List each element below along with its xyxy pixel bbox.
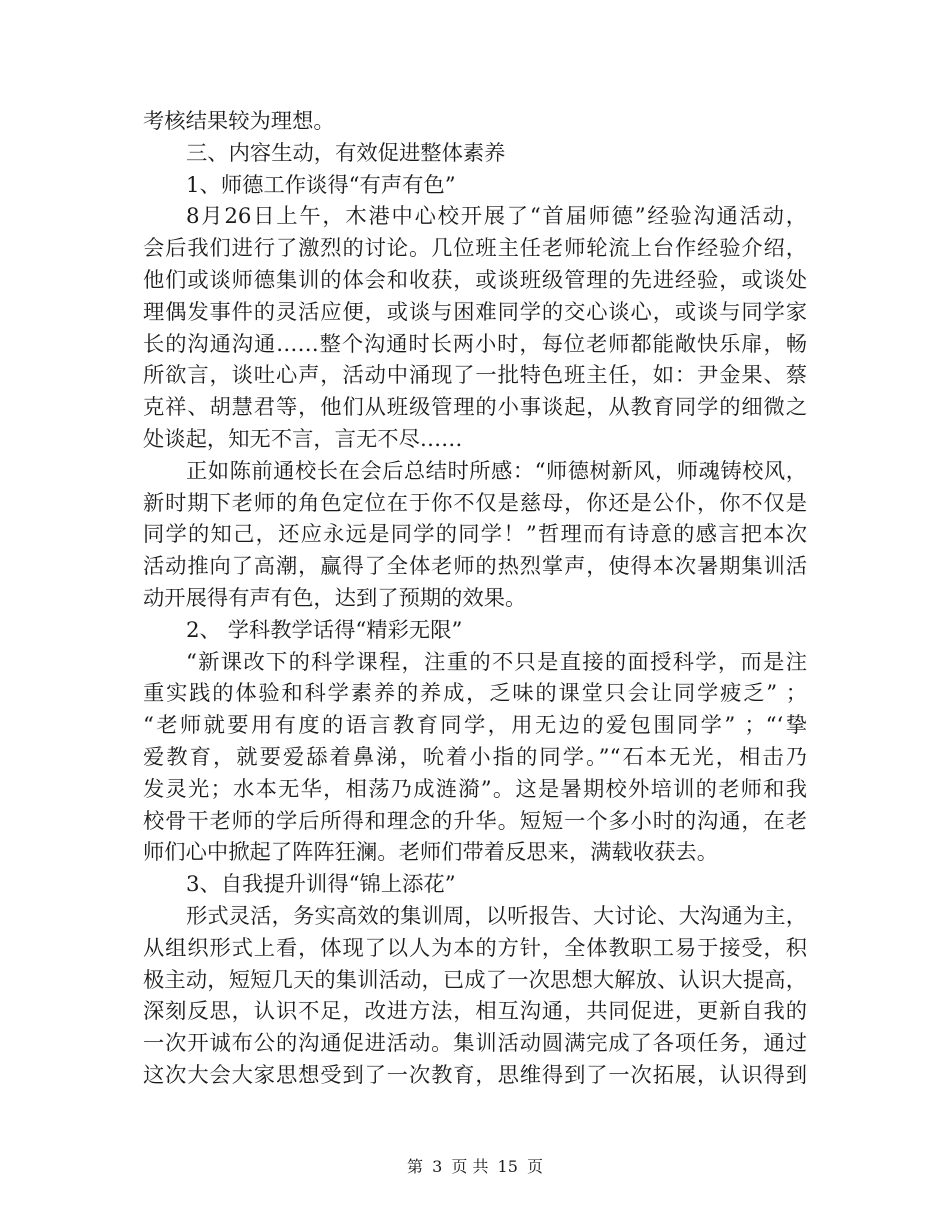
text-line: 爱教育，就要爱舔着鼻涕，吮着小指的同学。”“石本无光，相击乃 (143, 744, 807, 770)
text-line: 校骨干老师的学后所得和理念的升华。短短一个多小时的沟通，在老 (143, 808, 807, 834)
text-line: 极主动，短短几天的集训活动，已成了一次思想大解放、认识大提高， (143, 967, 807, 993)
text-line: 理偶发事件的灵活应便，或谈与困难同学的交心谈心，或谈与同学家 (143, 299, 807, 325)
text-line: 这次大会大家思想受到了一次教育，思维得到了一次拓展，认识得到 (143, 1062, 807, 1088)
text-line: 师们心中掀起了阵阵狂澜。老师们带着反思来，满载收获去。 (143, 840, 719, 866)
text-line: 正如陈前通校长在会后总结时所感：“师德树新风，师魂铸校风， (186, 458, 807, 484)
total-pages-number: 15 (497, 1157, 518, 1176)
text-line: “老师就要用有度的语言教育同学，用无边的爱包围同学” ；“‘挚 (143, 713, 807, 739)
text-line: “新课改下的科学课程，注重的不只是直接的面授科学，而是注 (186, 649, 807, 675)
subsection-heading: 3、自我提升训得“锦上添花” (186, 872, 456, 898)
text-line: 长的沟通沟通……整个沟通时长两小时，每位老师都能敞快乐扉，畅 (143, 331, 807, 357)
page-label-suffix: 页 (527, 1157, 544, 1176)
text-line: 会后我们进行了激烈的讨论。几位班主任老师轮流上台作经验介绍， (143, 236, 807, 262)
text-line: 动开展得有声有色，达到了预期的效果。 (143, 585, 527, 611)
text-line: 8月26日上午，木港中心校开展了“首届师德”经验沟通活动， (186, 204, 807, 230)
section-heading: 三、内容生动，有效促进整体素养 (186, 140, 506, 166)
subsection-heading: 2、 学科教学话得“精彩无限” (186, 617, 463, 643)
body-text (143, 106, 807, 1092)
text-line: 深刻反思，认识不足，改进方法，相互沟通，共同促进，更新自我的 (143, 999, 807, 1025)
text-line: 克祥、胡慧君等，他们从班级管理的小事谈起，从教育同学的细微之 (143, 395, 807, 421)
text-line: 从组织形式上看，体现了以人为本的方针，全体教职工易于接受，积 (143, 935, 807, 961)
text-line: 重实践的体验和科学素养的养成，乏味的课堂只会让同学疲乏” ； (143, 681, 807, 707)
text-line: 考核结果较为理想。 (143, 109, 335, 134)
text-line: 他们或谈师德集训的体会和收获，或谈班级管理的先进经验，或谈处 (143, 267, 807, 293)
current-page-number: 3 (432, 1157, 443, 1176)
page-label-mid: 页 共 (451, 1157, 489, 1176)
text-line: 发灵光；水本无华，相荡乃成涟漪”。这是暑期校外培训的老师和我 (143, 776, 807, 802)
subsection-heading: 1、师德工作谈得“有声有色” (186, 172, 456, 198)
text-line: 新时期下老师的角色定位在于你不仅是慈母，你还是公仆，你不仅是 (143, 490, 807, 516)
text-line: 所欲言，谈吐心声，活动中涌现了一批特色班主任，如：尹金果、蔡 (143, 363, 807, 389)
text-line: 形式灵活，务实高效的集训周，以听报告、大讨论、大沟通为主， (186, 903, 807, 929)
text-line: 一次开诚布公的沟通促进活动。集训活动圆满完成了各项任务，通过 (143, 1031, 807, 1057)
text-line: 处谈起，知无不言，言无不尽…… (143, 426, 463, 452)
page-footer (0, 1154, 950, 1177)
text-line: 活动推向了高潮，赢得了全体老师的热烈掌声，使得本次暑期集训活 (143, 554, 807, 580)
page-label-prefix: 第 (406, 1157, 423, 1176)
text-line: 同学的知己，还应永远是同学的同学！”哲理而有诗意的感言把本次 (143, 522, 807, 548)
